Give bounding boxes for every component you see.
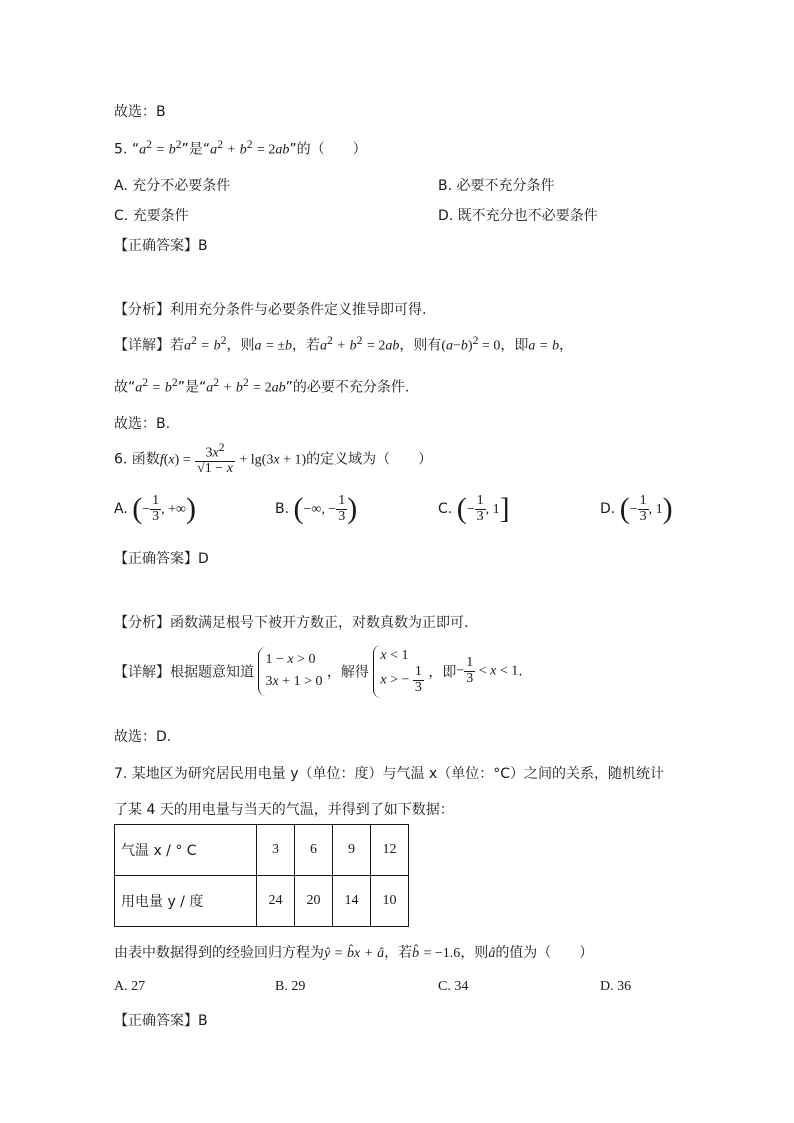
q7-stem-line-1: 7. 某地区为研究居民用电量 y（单位：度）与气温 x（单位：°C）之间的关系，随机统计	[114, 766, 665, 782]
q5-detail-word: ，则	[226, 337, 255, 354]
q5-answer: 【正确答案】B	[114, 238, 208, 254]
q6-option-d: D. (− $\frac{1}{3}$ , 1)	[600, 492, 673, 525]
q5-detail-label: 【详解】	[114, 337, 170, 354]
q7-option-b: B. 29	[275, 979, 306, 994]
q5-stem-tail: 的（ ）	[296, 141, 367, 158]
q6-stem-head: 6. 函数	[114, 451, 160, 468]
q7-stem-line-2: 了某 4 天的用电量与当天的气温，并得到了如下数据：	[114, 802, 454, 818]
q5-conclusion: 故“$a^2 = b^2$”是“$a^2 + b^2 = 2ab$”的必要不充分条件.	[114, 376, 410, 396]
q5-option-c: C. 充要条件	[114, 208, 189, 224]
q6-answer: 【正确答案】D	[114, 551, 209, 567]
q5-detail-word: ，若	[292, 337, 321, 354]
q5-detail-word: ，	[559, 337, 574, 354]
q7-answer: 【正确答案】B	[114, 1013, 208, 1029]
q6-option-d-label: D.	[600, 501, 616, 517]
q7-option-a: A. 27	[114, 979, 146, 994]
q5-detail-word: ，即	[500, 337, 529, 354]
q5-option-a: A. 充分不必要条件	[114, 178, 231, 194]
q6-final: 故选：D.	[114, 729, 172, 745]
q6-option-c-label: C.	[438, 501, 453, 517]
q6-detail-word: ，即	[428, 664, 457, 681]
q5-detail-word: ，则有	[399, 337, 442, 354]
q6-detail-word: ，解得	[326, 664, 369, 681]
table-cell: 6	[295, 825, 333, 876]
q5-number: 5.	[114, 141, 132, 158]
q7-regression-tail: 的值为（ ）	[495, 945, 594, 961]
q6-detail: 【详解】根据题意知道 1 − x > 0 3x + 1 > 0 ，解得 x < 1 x > − $\frac{1}{3}$ ，即− $\frac{1}{3}$ < x < 1.	[114, 645, 523, 698]
q7-regression: 由表中数据得到的经验回归方程为ŷ = b̂x + â，若b̂ = −1.6，则â的值为（ ）	[114, 945, 594, 961]
q7-option-c: C. 34	[438, 979, 469, 994]
q7-option-d: D. 36	[600, 979, 632, 994]
table-row	[115, 825, 409, 876]
q7-data-table	[114, 824, 409, 927]
q6-stem-tail: 的定义域为（ ）	[306, 451, 433, 468]
q6-analysis: 【分析】函数满足根号下被开方数正，对数真数为正即可.	[114, 615, 469, 631]
q5-detail: 【详解】若$a^2 = b^2$，则a = ±b，若$a^2 + b^2 = 2ab$，则有$(a-b)^2 = 0$，即a = b，	[114, 334, 574, 354]
table-cell: 3	[257, 825, 295, 876]
q5-stem: 5. “$a^2 = b^2$”是“$a^2 + b^2 = 2ab$”的（ ）	[114, 138, 367, 158]
q6-option-b: B. (−∞, − $\frac{1}{3}$ )	[275, 492, 358, 525]
table-cell: 14	[333, 876, 371, 927]
q6-system-2: x < 1 x > − $\frac{1}{3}$	[373, 645, 424, 698]
q6-stem: 6. 函数f(x) = $\frac{3x^2}{√1 - x}$ + lg(3x + 1)的定义域为（ ）	[114, 441, 433, 477]
q5-final: 故选：B.	[114, 416, 171, 432]
q6-option-c: C. (− $\frac{1}{3}$ , 1]	[438, 492, 510, 525]
q5-conclusion-head: 故	[114, 379, 128, 396]
q6-option-b-label: B.	[275, 501, 290, 517]
q7-regression-head: 由表中数据得到的经验回归方程为	[114, 945, 324, 961]
q5-option-d: D. 既不充分也不必要条件	[438, 208, 598, 224]
table-cell: 9	[333, 825, 371, 876]
table-cell: 24	[257, 876, 295, 927]
q5-analysis: 【分析】利用充分条件与必要条件定义推导即可得.	[114, 302, 427, 318]
q6-fraction: $\frac{3x^2}{√1 - x}$	[197, 441, 233, 477]
table-cell: 12	[371, 825, 409, 876]
q6-detail-word: .	[518, 663, 523, 680]
q7-regression-word: ，若	[384, 945, 413, 961]
table-cell: 10	[371, 876, 409, 927]
table-row	[115, 876, 409, 927]
q6-detail-label: 【详解】根据题意知道	[114, 664, 254, 681]
q6-option-a-label: A.	[114, 501, 128, 517]
q5-conclusion-tail: 的必要不充分条件.	[292, 379, 410, 396]
q5-detail-word: 若	[170, 337, 184, 354]
q6-system-1: 1 − x > 0 3x + 1 > 0	[258, 647, 322, 696]
table-row-header: 气温 x / ° C	[115, 825, 257, 876]
q7-regression-word: ，则	[460, 945, 489, 961]
q5-option-b: B. 必要不充分条件	[438, 178, 555, 194]
table-cell: 20	[295, 876, 333, 927]
q4-conclusion: 故选：B	[114, 104, 166, 120]
table-row-header: 用电量 y / 度	[115, 876, 257, 927]
q6-option-a: A. (− $\frac{1}{3}$ , +∞)	[114, 492, 197, 525]
